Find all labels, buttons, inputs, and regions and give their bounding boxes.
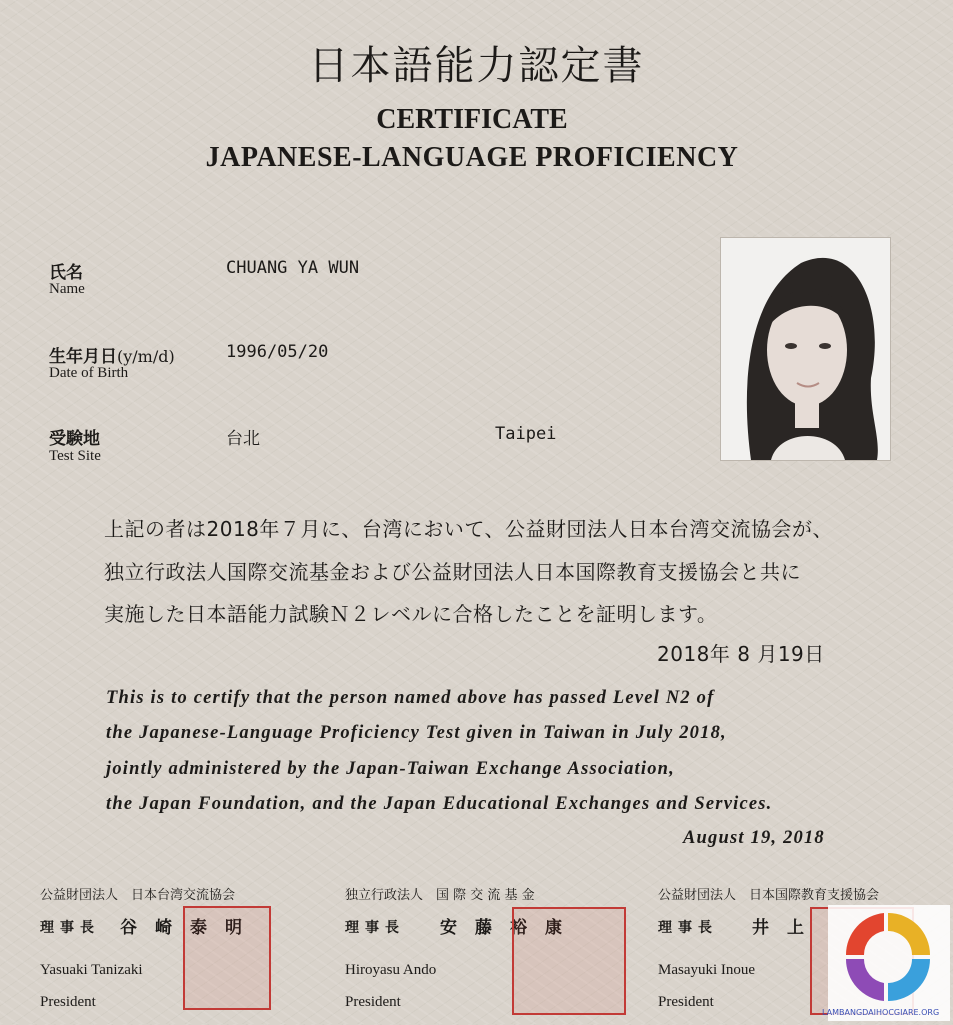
sig2-role: 理事長 xyxy=(345,920,405,936)
sig1-name-en: Yasuaki Tanizaki xyxy=(40,962,143,978)
sig1-org: 公益財団法人 日本台湾交流協会 xyxy=(40,888,236,903)
statement-en-line-3: jointly administered by the Japan-Taiwan Exchange Association, xyxy=(106,759,675,779)
sig1-role: 理事長 xyxy=(40,920,100,936)
site-value-jp: 台北 xyxy=(226,429,260,449)
dob-label-en: Date of Birth xyxy=(49,365,129,381)
portrait-image xyxy=(721,238,890,460)
sig3-role: 理事長 xyxy=(658,920,718,936)
watermark-text: LAMBANGDAIHOCGIARE.ORG xyxy=(822,1008,940,1017)
sig3-name-jp: 井上 xyxy=(752,918,822,938)
statement-en-line-4: the Japan Foundation, and the Japan Educational Exchanges and Services. xyxy=(106,794,773,814)
date-en: August 19, 2018 xyxy=(683,828,825,848)
statement-en-line-2: the Japanese-Language Proficiency Test given in Taiwan in July 2018, xyxy=(106,723,727,743)
dob-value: 1996/05/20 xyxy=(226,342,329,362)
name-value: CHUANG YA WUN xyxy=(226,258,360,278)
sig2-name-en: Hiroyasu Ando xyxy=(345,962,437,978)
sig2-seal xyxy=(512,907,626,1015)
dob-label-jp xyxy=(49,342,175,367)
name-label-en: Name xyxy=(49,281,85,297)
sig3-org: 公益財団法人 日本国際教育支援協会 xyxy=(658,888,880,903)
statement-en-line-1: This is to certify that the person named above has passed Level N2 of xyxy=(106,688,715,708)
site-value-en: Taipei xyxy=(495,424,557,444)
statement-jp-line-3: 実施した日本語能力試験Ｎ２レベルに合格したことを証明します。 xyxy=(104,602,718,626)
name-label-jp: 氏名 xyxy=(49,263,83,283)
statement-jp-line-2: 独立行政法人国際交流基金および公益財団法人日本国際教育支援協会と共に xyxy=(104,560,801,584)
statement-jp-line-1: 上記の者は2018年７月に、台湾において、公益財団法人日本台湾交流協会が、 xyxy=(104,517,833,541)
date-jp: 2018年 8 月19日 xyxy=(657,642,825,666)
site-label-en: Test Site xyxy=(49,448,101,464)
sig3-title: President xyxy=(658,994,714,1010)
site-label-jp: 受験地 xyxy=(49,429,100,449)
sig1-title: President xyxy=(40,994,96,1010)
sig2-name-jp: 安藤裕康 xyxy=(440,918,580,938)
applicant-photo xyxy=(720,237,891,461)
watermark-logo xyxy=(828,905,950,1021)
dob-label-jp-text: 生年月日 xyxy=(49,347,117,367)
title-japanese: 日本語能力認定書 xyxy=(308,43,645,89)
title-certificate: CERTIFICATE xyxy=(376,104,568,135)
dob-format: (y/m/d) xyxy=(117,347,175,366)
sig2-org: 独立行政法人 国 際 交 流 基 金 xyxy=(345,888,535,903)
title-proficiency: JAPANESE-LANGUAGE PROFICIENCY xyxy=(205,142,739,173)
sig1-seal xyxy=(183,906,271,1010)
swirl-logo-icon xyxy=(828,905,950,1021)
sig3-name-en: Masayuki Inoue xyxy=(658,962,756,978)
sig2-title: President xyxy=(345,994,401,1010)
sig1-name-jp: 谷崎泰明 xyxy=(120,918,260,938)
